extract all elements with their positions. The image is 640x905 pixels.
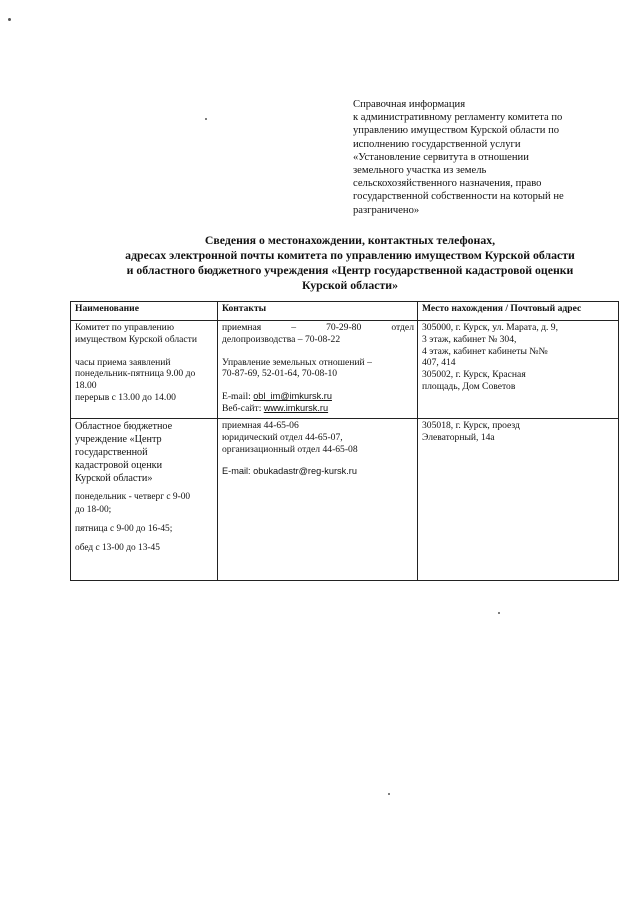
hours-line: перерыв с 13.00 до 14.00 — [75, 391, 176, 403]
table-header-row — [71, 302, 619, 321]
table-row — [71, 419, 619, 581]
scan-speck — [8, 18, 11, 21]
address-line: 3 этаж, кабинет № 304, — [422, 333, 517, 345]
email-link[interactable]: obl_im@imkursk.ru — [253, 391, 332, 402]
committee-name-cell — [71, 321, 218, 419]
hours-line: 18.00 — [75, 380, 97, 392]
reception-line — [222, 322, 414, 334]
address-line: 305000, г. Курск, ул. Марата, д. 9, — [422, 322, 559, 333]
committee-contacts-cell — [218, 321, 418, 419]
scan-speck — [205, 118, 207, 120]
document-title — [80, 233, 620, 293]
address-line: 305002, г. Курск, Красная — [422, 369, 526, 381]
email-label: E-mail: — [222, 391, 251, 403]
center-address-cell — [418, 419, 619, 581]
website-label: Веб-сайт: — [222, 402, 262, 414]
center-name-line: Курской области» — [75, 473, 153, 484]
table-row — [71, 321, 619, 419]
reception-label: приемная — [222, 322, 262, 333]
email-line — [222, 391, 414, 403]
title-line: Сведения о местонахождении, контактных телефонах, — [204, 233, 496, 247]
center-address-line: 305018, г. Курск, проезд — [422, 420, 520, 431]
website-link[interactable]: www.imkursk.ru — [263, 402, 329, 413]
reference-line: исполнению государственной услуги — [353, 138, 521, 150]
office-line: делопроизводства – 70-08-22 — [222, 333, 341, 345]
land-relations-phones: 70-87-69, 52-01-64, 70-08-10 — [222, 368, 338, 380]
reference-line: к административному регламенту комитета по — [353, 112, 563, 124]
title-line: адресах электронной почты комитета по управлению имуществом Курской области — [125, 248, 575, 262]
center-contact-line: приемная 44-65-06 — [222, 420, 299, 431]
center-email-line[interactable]: E-mail: obukadastr@reg-kursk.ru — [222, 466, 357, 477]
reference-line: разграничено» — [353, 204, 420, 216]
hours-line: понедельник-пятница 9.00 до — [75, 368, 196, 380]
contacts-table — [70, 301, 619, 581]
schedule-line: понедельник - четверг с 9-00 — [75, 492, 191, 502]
header-name: Наименование — [71, 302, 218, 321]
land-relations-line: Управление земельных отношений – — [222, 356, 372, 368]
schedule-line: пятница с 9-00 до 16-45; — [75, 524, 173, 534]
title-line: Курской области» — [302, 278, 398, 292]
schedule-line: обед с 13-00 до 13-45 — [75, 543, 160, 553]
center-name-cell — [71, 419, 218, 581]
center-contacts-cell — [218, 419, 418, 581]
reference-line: земельного участка из земель — [353, 165, 487, 177]
reference-note — [353, 98, 593, 217]
header-contacts: Контакты — [218, 302, 418, 321]
reception-dept: отдел — [391, 322, 414, 333]
reference-line: сельскохозяйственного назначения, право — [353, 178, 542, 190]
committee-address-cell — [418, 321, 619, 419]
hours-line: часы приема заявлений — [75, 356, 171, 368]
center-name-line: кадастровой оценки — [75, 460, 163, 471]
address-line: площадь, Дом Советов — [422, 380, 516, 392]
website-line — [222, 403, 414, 415]
center-name-line: государственной — [75, 447, 148, 458]
schedule-line: до 18-00; — [75, 505, 112, 515]
reception-dash: – — [291, 322, 297, 333]
center-contact-line: юридический отдел 44-65-07, — [222, 431, 343, 443]
center-contact-line: организационный отдел 44-65-08 — [222, 443, 358, 455]
center-name-line: учреждение «Центр — [75, 434, 162, 445]
reception-phone: 70-29-80 — [326, 322, 362, 333]
reference-line: Справочная информация — [353, 99, 466, 110]
header-location: Место нахождения / Почтовый адрес — [418, 302, 619, 321]
center-address-line: Элеваторный, 14а — [422, 431, 495, 443]
title-line: и областного бюджетного учреждения «Центр государственной кадастровой оценки — [126, 263, 574, 277]
reference-line: «Установление сервитута в отношении — [353, 151, 529, 163]
center-name-line: Областное бюджетное — [75, 421, 173, 432]
scan-speck — [498, 612, 500, 614]
reference-line: управлению имуществом Курской области по — [353, 125, 560, 137]
committee-name-line: имуществом Курской области — [75, 333, 197, 345]
address-line: 4 этаж, кабинет кабинеты №№ — [422, 345, 548, 357]
scan-speck — [388, 793, 390, 795]
address-line: 407, 414 — [422, 357, 456, 369]
reference-line: государственной собственности на который не — [353, 191, 564, 203]
committee-name-line: Комитет по управлению — [75, 322, 174, 333]
